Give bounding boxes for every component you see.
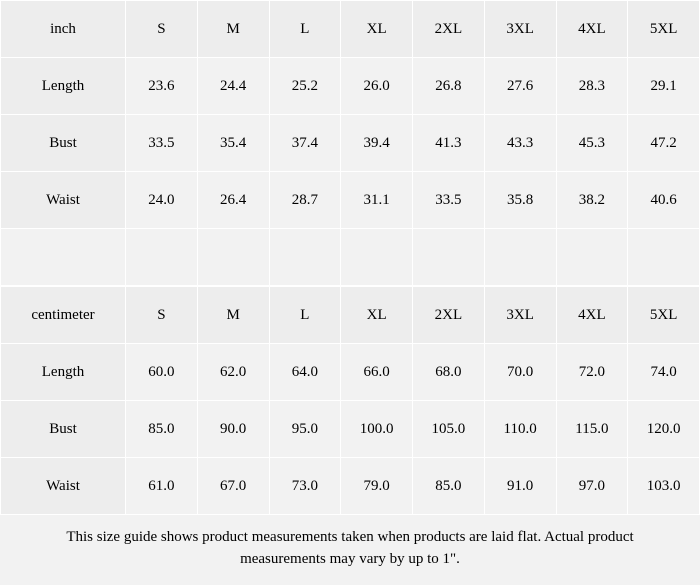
- cell-length-l: 25.2: [269, 58, 341, 115]
- cell-waist-l: 28.7: [269, 172, 341, 229]
- spacer-cell: [556, 229, 628, 286]
- row-label-bust: Bust: [1, 115, 126, 172]
- cell-bust-2xl: 105.0: [413, 401, 485, 458]
- size-header-m: M: [197, 287, 269, 344]
- table-header-row: [1, 1, 700, 58]
- cell-waist-xl: 79.0: [341, 458, 413, 515]
- spacer-cell: [628, 229, 700, 286]
- disclaimer-line-1: This size guide shows product measurements taken when products are laid flat. Actual product: [66, 529, 634, 545]
- cell-bust-s: 85.0: [126, 401, 198, 458]
- cell-length-xl: 66.0: [341, 344, 413, 401]
- cell-length-s: 23.6: [126, 58, 198, 115]
- cell-bust-3xl: 43.3: [484, 115, 556, 172]
- cell-waist-2xl: 85.0: [413, 458, 485, 515]
- cell-bust-m: 90.0: [197, 401, 269, 458]
- row-label-waist: Waist: [1, 458, 126, 515]
- size-header-l: L: [269, 287, 341, 344]
- size-header-s: S: [126, 1, 198, 58]
- table-row: [1, 172, 700, 229]
- size-header-4xl: 4XL: [556, 1, 628, 58]
- cell-waist-3xl: 35.8: [484, 172, 556, 229]
- spacer-cell: [126, 229, 198, 286]
- cell-waist-5xl: 103.0: [628, 458, 700, 515]
- cell-bust-2xl: 41.3: [413, 115, 485, 172]
- size-guide-disclaimer: [0, 515, 700, 585]
- table-row: [1, 344, 700, 401]
- cell-length-3xl: 27.6: [484, 58, 556, 115]
- size-header-s: S: [126, 287, 198, 344]
- cell-length-5xl: 29.1: [628, 58, 700, 115]
- size-header-xl: XL: [341, 287, 413, 344]
- unit-label-centimeter: centimeter: [1, 287, 126, 344]
- size-header-5xl: 5XL: [628, 1, 700, 58]
- spacer-cell: [1, 229, 126, 286]
- cell-length-m: 24.4: [197, 58, 269, 115]
- cell-length-l: 64.0: [269, 344, 341, 401]
- table-spacer-row: [1, 229, 700, 286]
- row-label-bust: Bust: [1, 401, 126, 458]
- size-header-2xl: 2XL: [413, 287, 485, 344]
- size-header-2xl: 2XL: [413, 1, 485, 58]
- cell-length-4xl: 72.0: [556, 344, 628, 401]
- table-header-row: [1, 287, 700, 344]
- cell-length-2xl: 26.8: [413, 58, 485, 115]
- cell-bust-xl: 100.0: [341, 401, 413, 458]
- cell-length-s: 60.0: [126, 344, 198, 401]
- table-row: [1, 58, 700, 115]
- cell-length-2xl: 68.0: [413, 344, 485, 401]
- cell-waist-4xl: 97.0: [556, 458, 628, 515]
- cell-length-xl: 26.0: [341, 58, 413, 115]
- spacer-cell: [269, 229, 341, 286]
- row-label-length: Length: [1, 58, 126, 115]
- disclaimer-line-2: measurements may vary by up to 1".: [240, 550, 460, 567]
- cell-length-m: 62.0: [197, 344, 269, 401]
- cell-waist-l: 73.0: [269, 458, 341, 515]
- cell-waist-m: 67.0: [197, 458, 269, 515]
- cell-waist-4xl: 38.2: [556, 172, 628, 229]
- spacer-cell: [197, 229, 269, 286]
- size-header-3xl: 3XL: [484, 287, 556, 344]
- table-row: [1, 115, 700, 172]
- size-header-5xl: 5XL: [628, 287, 700, 344]
- unit-label-inch: inch: [1, 1, 126, 58]
- spacer-cell: [484, 229, 556, 286]
- spacer-cell: [413, 229, 485, 286]
- cell-bust-5xl: 47.2: [628, 115, 700, 172]
- size-header-3xl: 3XL: [484, 1, 556, 58]
- table-row: [1, 401, 700, 458]
- size-table-centimeter: [0, 286, 700, 515]
- size-header-4xl: 4XL: [556, 287, 628, 344]
- size-header-xl: XL: [341, 1, 413, 58]
- cell-waist-3xl: 91.0: [484, 458, 556, 515]
- size-table-inch: [0, 0, 700, 286]
- cell-bust-l: 37.4: [269, 115, 341, 172]
- cell-waist-5xl: 40.6: [628, 172, 700, 229]
- size-header-m: M: [197, 1, 269, 58]
- cell-waist-s: 24.0: [126, 172, 198, 229]
- row-label-waist: Waist: [1, 172, 126, 229]
- size-header-l: L: [269, 1, 341, 58]
- cell-bust-m: 35.4: [197, 115, 269, 172]
- cell-bust-l: 95.0: [269, 401, 341, 458]
- spacer-cell: [341, 229, 413, 286]
- cell-bust-3xl: 110.0: [484, 401, 556, 458]
- cell-bust-xl: 39.4: [341, 115, 413, 172]
- cell-waist-m: 26.4: [197, 172, 269, 229]
- cell-waist-s: 61.0: [126, 458, 198, 515]
- cell-length-3xl: 70.0: [484, 344, 556, 401]
- cell-waist-xl: 31.1: [341, 172, 413, 229]
- cell-waist-2xl: 33.5: [413, 172, 485, 229]
- cell-length-5xl: 74.0: [628, 344, 700, 401]
- cell-bust-s: 33.5: [126, 115, 198, 172]
- table-row: [1, 458, 700, 515]
- cell-bust-4xl: 45.3: [556, 115, 628, 172]
- cell-bust-5xl: 120.0: [628, 401, 700, 458]
- cell-length-4xl: 28.3: [556, 58, 628, 115]
- row-label-length: Length: [1, 344, 126, 401]
- cell-bust-4xl: 115.0: [556, 401, 628, 458]
